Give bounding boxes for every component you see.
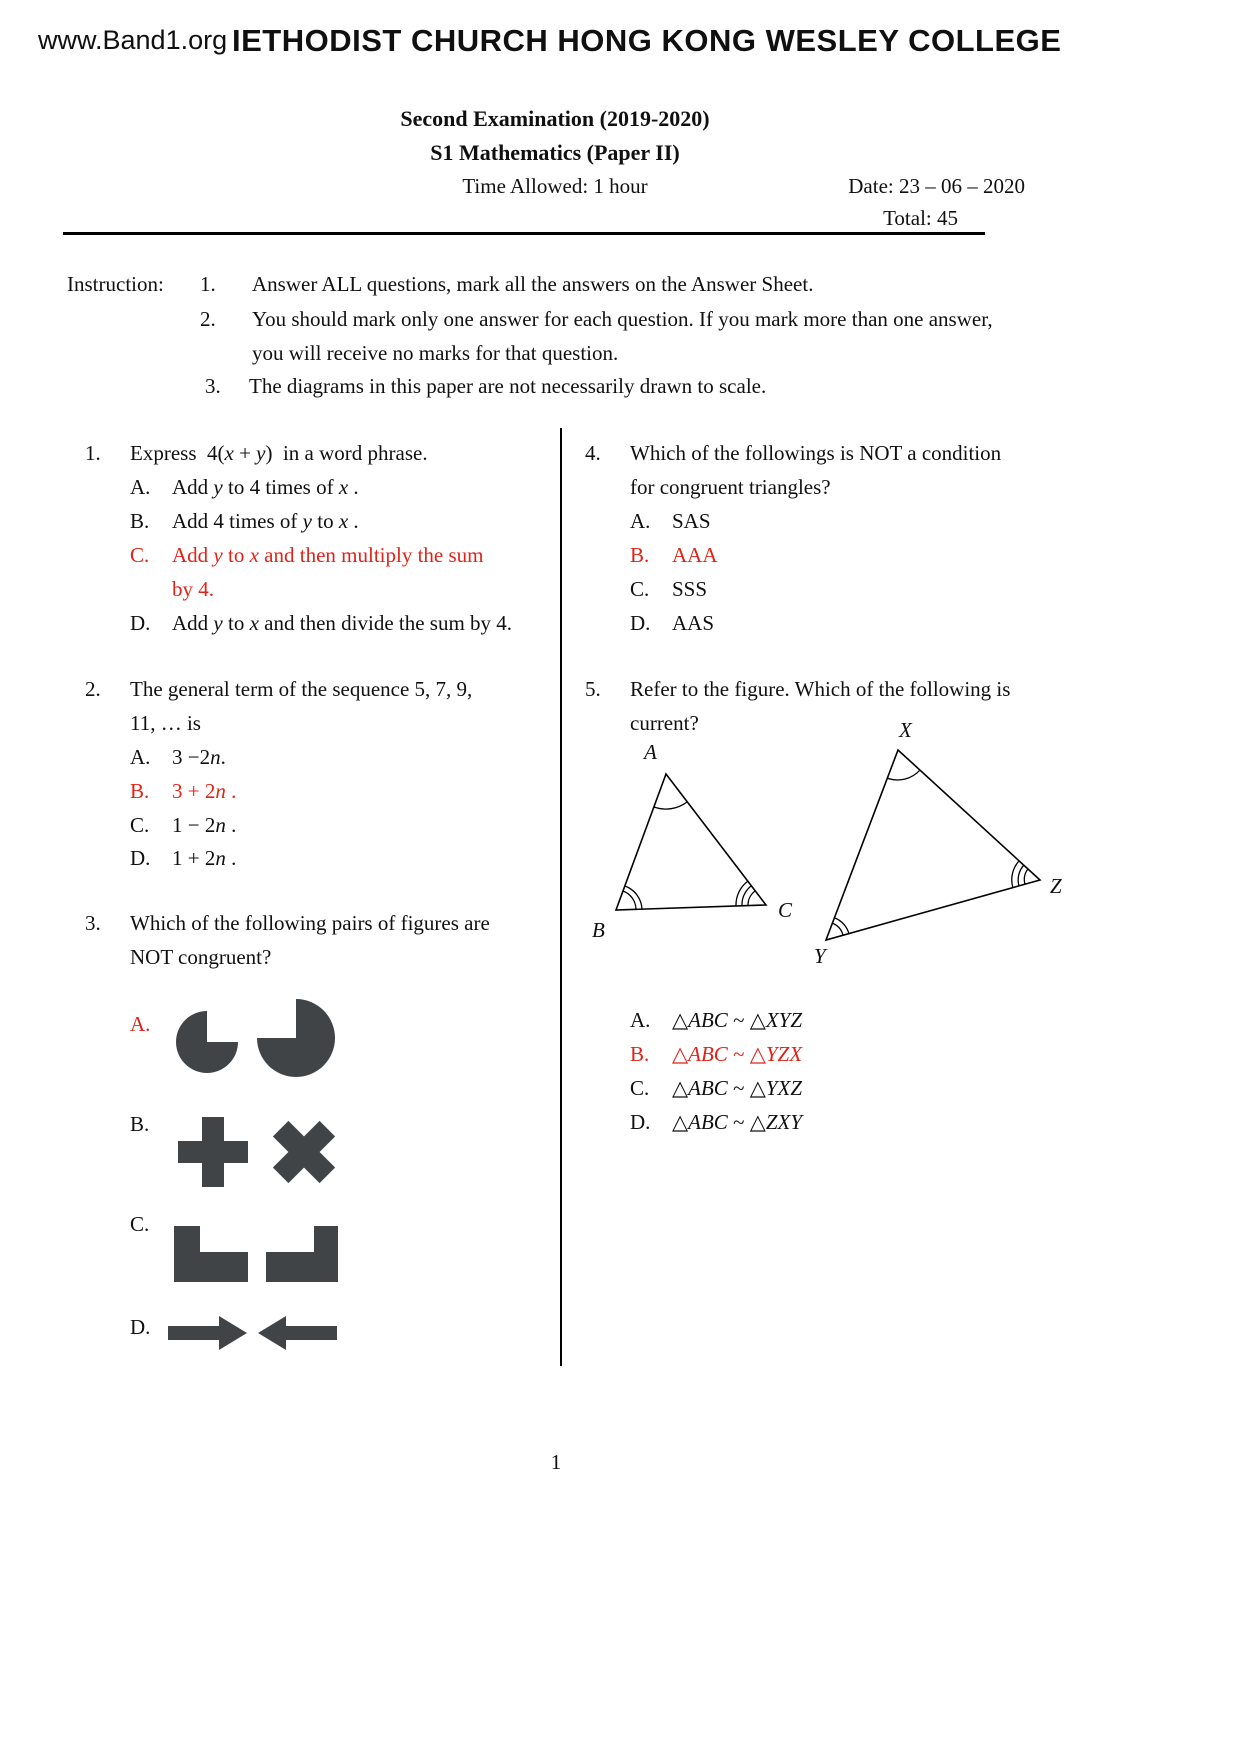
school-title: IETHODIST CHURCH HONG KONG WESLEY COLLEGE: [232, 23, 1062, 58]
q1-option-c-text-line2: by 4.: [172, 577, 214, 601]
question-4-number: 4.: [585, 441, 601, 465]
question-3-text-line2: NOT congruent?: [130, 945, 272, 969]
question-4-text-line1: Which of the followings is NOT a condition: [630, 441, 1002, 465]
q3-option-d-label: D.: [130, 1315, 151, 1339]
q2-option-b-label: B.: [130, 779, 150, 803]
total-marks: Total: 45: [883, 206, 958, 230]
q3-option-a-label: A.: [130, 1012, 151, 1036]
q2-option-d-text: 1 + 2n .: [172, 846, 237, 870]
q3-option-c-label: C.: [130, 1212, 150, 1236]
q1-option-b-text: Add 4 times of y to x .: [172, 509, 359, 533]
vertex-label-b: B: [592, 918, 605, 942]
q3-figure-opposing-arrows-pair: [165, 1310, 343, 1358]
arrow-right: [168, 1316, 247, 1350]
question-3-number: 3.: [85, 911, 101, 935]
vertex-label-a: A: [644, 740, 657, 764]
angle-arc-z1: [1024, 869, 1028, 884]
q1-option-a-text: Add y to 4 times of x .: [172, 475, 359, 499]
paper-title: S1 Mathematics (Paper II): [430, 140, 680, 165]
instruction-2-number: 2.: [200, 307, 216, 331]
q5-option-d-label: D.: [630, 1110, 651, 1134]
question-5-number: 5.: [585, 677, 601, 701]
exam-title: Second Examination (2019-2020): [400, 106, 710, 131]
q4-option-c-label: C.: [630, 577, 650, 601]
q5-option-c-text: △ABC ~ △YXZ: [672, 1076, 803, 1100]
time-allowed: Time Allowed: 1 hour: [462, 174, 648, 198]
q4-option-d-text: AAS: [672, 611, 715, 635]
question-1-text: Express 4(x + y) in a word phrase.: [130, 441, 428, 465]
three-quarter-disc-large: [257, 999, 335, 1077]
instructions-label: Instruction:: [67, 272, 164, 296]
plus-shape: [178, 1117, 248, 1187]
question-5-text-line1: Refer to the figure. Which of the following is: [630, 677, 1011, 701]
q5-option-d-text: △ABC ~ △ZXY: [672, 1110, 803, 1134]
q3-option-b-label: B.: [130, 1112, 150, 1136]
step-block-left: [174, 1226, 248, 1282]
q5-option-c-label: C.: [630, 1076, 650, 1100]
instruction-1-number: 1.: [200, 272, 216, 296]
instruction-3-text: The diagrams in this paper are not necessarily drawn to scale.: [249, 374, 767, 398]
q5-option-b-text: △ABC ~ △YZX: [672, 1042, 803, 1066]
question-3-text-line1: Which of the following pairs of figures are: [130, 911, 490, 935]
q5-option-a-text: △ABC ~ △XYZ: [672, 1008, 803, 1032]
arrow-left: [258, 1316, 337, 1350]
angle-arc-c1: [748, 891, 755, 906]
angle-arc-x: [887, 770, 920, 780]
angle-arc-b1: [623, 891, 636, 909]
q4-option-b-text: AAA: [672, 543, 718, 567]
q4-option-a-label: A.: [630, 509, 651, 533]
site-watermark: www.Band1.org: [38, 25, 228, 55]
instruction-2-text-line1: You should mark only one answer for each question. If you mark more than one answer,: [252, 307, 993, 331]
angle-arc-a: [654, 802, 687, 809]
step-block-right: [266, 1226, 338, 1282]
question-5-text-line2: current?: [630, 711, 699, 735]
q1-option-b-label: B.: [130, 509, 150, 533]
angle-arc-c2: [742, 886, 751, 906]
column-divider: [560, 428, 562, 1366]
q2-option-d-label: D.: [130, 846, 151, 870]
instruction-3-number: 3.: [205, 374, 221, 398]
instruction-2-text-line2: you will receive no marks for that question.: [252, 341, 619, 365]
q1-option-a-label: A.: [130, 475, 151, 499]
angle-arc-b2: [625, 886, 642, 909]
angle-arc-y1: [832, 923, 843, 935]
vertex-label-y: Y: [814, 944, 826, 968]
q1-option-d-label: D.: [130, 611, 151, 635]
question-2-text-line1: The general term of the sequence 5, 7, 9,: [130, 677, 473, 701]
q3-figure-plus-and-cross-pair: [172, 1114, 350, 1192]
exam-date: Date: 23 – 06 – 2020: [848, 174, 1025, 198]
q4-option-d-label: D.: [630, 611, 651, 635]
q4-option-b-label: B.: [630, 543, 650, 567]
similar-triangles-figure: [588, 712, 1074, 984]
page-number: 1: [550, 1450, 562, 1474]
q2-option-b-text: 3 + 2n .: [172, 779, 237, 803]
q1-option-c-label: C.: [130, 543, 150, 567]
q2-option-a-text: 3 −2n.: [172, 745, 226, 769]
q2-option-c-text: 1 − 2n .: [172, 813, 237, 837]
q1-option-c-text-line1: Add y to x and then multiply the sum: [172, 543, 484, 567]
angle-arc-z2: [1018, 865, 1024, 886]
q4-option-c-text: SSS: [672, 577, 708, 601]
vertex-label-z: Z: [1050, 874, 1062, 898]
q1-option-d-text: Add y to x and then divide the sum by 4.: [172, 611, 513, 635]
q3-figure-three-quarter-disc-pair: [172, 996, 342, 1086]
q5-option-a-label: A.: [630, 1008, 651, 1032]
triangle-xyz: [826, 750, 1040, 940]
q2-option-c-label: C.: [130, 813, 150, 837]
q4-option-a-text: SAS: [672, 509, 711, 533]
header-rule: [63, 232, 985, 235]
cross-shape: [257, 1114, 350, 1192]
question-2-text-line2: 11, … is: [130, 711, 201, 735]
q5-option-b-label: B.: [630, 1042, 650, 1066]
q3-figure-step-block-pair: [172, 1216, 342, 1288]
three-quarter-disc-small: [176, 1011, 238, 1073]
vertex-label-c: C: [778, 898, 793, 922]
triangle-abc: [616, 774, 766, 910]
question-4-text-line2: for congruent triangles?: [630, 475, 831, 499]
q2-option-a-label: A.: [130, 745, 151, 769]
instruction-1-text: Answer ALL questions, mark all the answers on the Answer Sheet.: [252, 272, 814, 296]
vertex-label-x: X: [899, 718, 912, 742]
question-1-number: 1.: [85, 441, 101, 465]
question-2-number: 2.: [85, 677, 101, 701]
